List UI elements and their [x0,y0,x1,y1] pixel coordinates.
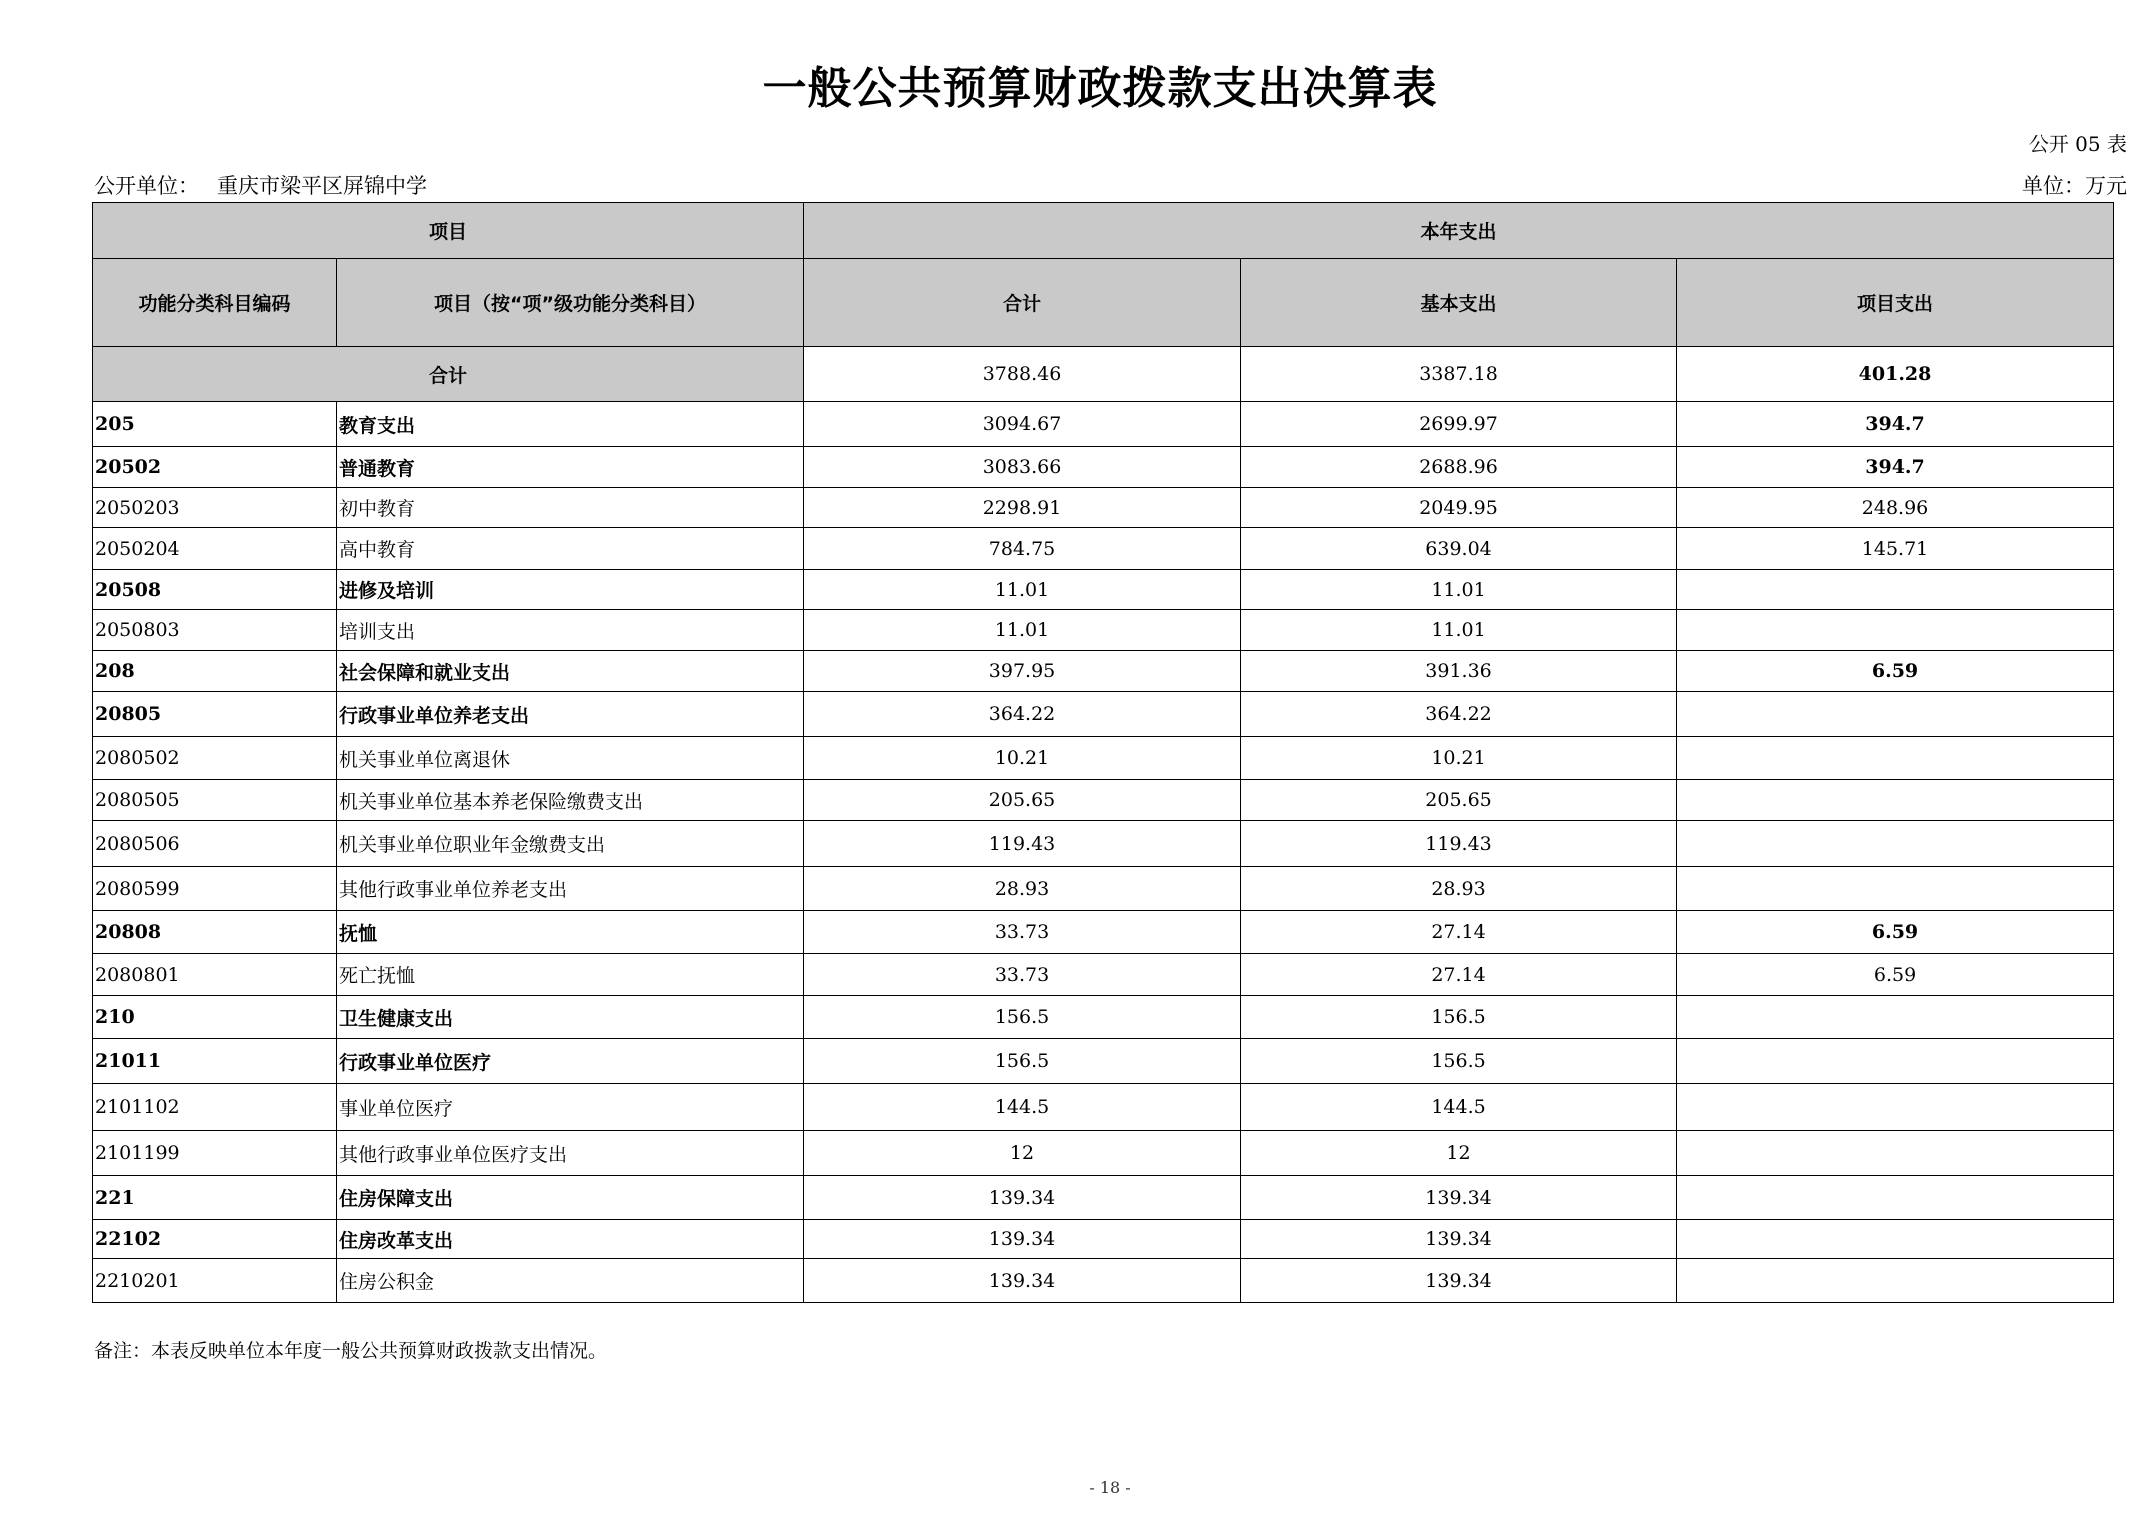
total-label: 合计 [93,347,804,402]
header-item: 项目（按“项”级功能分类科目） [337,259,804,347]
code-cell: 205 [93,402,337,447]
total-cell: 139.34 [804,1220,1241,1259]
total-cell: 139.34 [804,1259,1241,1303]
total-cell: 205.65 [804,780,1241,821]
table-row [93,447,2114,488]
total-row [93,347,2114,402]
basic-cell: 27.14 [1241,954,1677,996]
basic-cell: 156.5 [1241,1039,1677,1084]
code-cell: 2210201 [93,1259,337,1303]
item-name-cell: 初中教育 [337,488,804,528]
code-cell: 2101199 [93,1131,337,1176]
project-cell [1677,780,2114,821]
project-cell: 394.7 [1677,402,2114,447]
item-name-cell: 机关事业单位基本养老保险缴费支出 [337,780,804,821]
total-sum: 3788.46 [804,347,1241,402]
item-name-cell: 行政事业单位医疗 [337,1039,804,1084]
total-cell: 156.5 [804,996,1241,1039]
project-cell [1677,1084,2114,1131]
project-cell: 394.7 [1677,447,2114,488]
code-cell: 221 [93,1176,337,1220]
basic-cell: 27.14 [1241,911,1677,954]
code-cell: 20502 [93,447,337,488]
project-cell: 248.96 [1677,488,2114,528]
table-row [93,570,2114,610]
item-name-cell: 社会保障和就业支出 [337,651,804,692]
code-cell: 2080506 [93,821,337,867]
item-name-cell: 住房改革支出 [337,1220,804,1259]
org-label: 公开单位： [94,174,199,198]
total-cell: 11.01 [804,610,1241,651]
item-name-cell: 行政事业单位养老支出 [337,692,804,737]
project-cell [1677,570,2114,610]
basic-cell: 391.36 [1241,651,1677,692]
total-cell: 139.34 [804,1176,1241,1220]
project-cell [1677,1131,2114,1176]
footnote: 备注：本表反映单位本年度一般公共预算财政拨款支出情况。 [94,1340,608,1362]
item-name-cell: 其他行政事业单位养老支出 [337,867,804,911]
page-title: 一般公共预算财政拨款支出决算表 [762,63,1438,114]
org-info [94,170,427,200]
form-number: 公开 05 表 [2028,132,2127,156]
project-cell [1677,692,2114,737]
item-name-cell: 进修及培训 [337,570,804,610]
item-name-cell: 住房保障支出 [337,1176,804,1220]
table-row [93,528,2114,570]
total-cell: 12 [804,1131,1241,1176]
basic-cell: 205.65 [1241,780,1677,821]
item-name-cell: 机关事业单位职业年金缴费支出 [337,821,804,867]
project-cell [1677,867,2114,911]
code-cell: 20805 [93,692,337,737]
project-cell [1677,1259,2114,1303]
item-name-cell: 机关事业单位离退休 [337,737,804,780]
code-cell: 21011 [93,1039,337,1084]
code-cell: 2101102 [93,1084,337,1131]
item-name-cell: 其他行政事业单位医疗支出 [337,1131,804,1176]
table-row [93,911,2114,954]
header-project-expense: 项目支出 [1677,259,2114,347]
basic-cell: 12 [1241,1131,1677,1176]
total-project: 401.28 [1677,347,2114,402]
basic-cell: 156.5 [1241,996,1677,1039]
basic-cell: 28.93 [1241,867,1677,911]
code-cell: 2050203 [93,488,337,528]
total-cell: 397.95 [804,651,1241,692]
project-cell [1677,996,2114,1039]
expense-table [92,202,2114,1303]
total-cell: 10.21 [804,737,1241,780]
item-name-cell: 抚恤 [337,911,804,954]
table-row [93,402,2114,447]
basic-cell: 2688.96 [1241,447,1677,488]
total-cell: 28.93 [804,867,1241,911]
table-row [93,1220,2114,1259]
item-name-cell: 死亡抚恤 [337,954,804,996]
project-cell [1677,1176,2114,1220]
project-cell [1677,737,2114,780]
basic-cell: 139.34 [1241,1259,1677,1303]
basic-cell: 2049.95 [1241,488,1677,528]
code-cell: 2080801 [93,954,337,996]
expense-table-wrapper [92,202,2114,1303]
project-cell: 145.71 [1677,528,2114,570]
table-row [93,692,2114,737]
header-current-year-expense: 本年支出 [804,203,2114,259]
basic-cell: 139.34 [1241,1220,1677,1259]
item-name-cell: 培训支出 [337,610,804,651]
basic-cell: 639.04 [1241,528,1677,570]
code-cell: 2050204 [93,528,337,570]
code-cell: 2080599 [93,867,337,911]
total-cell: 2298.91 [804,488,1241,528]
table-row [93,610,2114,651]
total-cell: 144.5 [804,1084,1241,1131]
table-row [93,1039,2114,1084]
item-name-cell: 普通教育 [337,447,804,488]
project-cell [1677,610,2114,651]
item-name-cell: 事业单位医疗 [337,1084,804,1131]
code-cell: 2080502 [93,737,337,780]
item-name-cell: 教育支出 [337,402,804,447]
total-cell: 784.75 [804,528,1241,570]
project-cell [1677,821,2114,867]
table-row [93,737,2114,780]
code-cell: 20508 [93,570,337,610]
basic-cell: 10.21 [1241,737,1677,780]
header-project: 项目 [93,203,804,259]
table-row [93,954,2114,996]
total-cell: 364.22 [804,692,1241,737]
table-row [93,1131,2114,1176]
header-code: 功能分类科目编码 [93,259,337,347]
basic-cell: 144.5 [1241,1084,1677,1131]
table-row [93,1259,2114,1303]
unit-info-row [94,170,2127,198]
header-row-1 [93,203,2114,259]
header-total: 合计 [804,259,1241,347]
table-row [93,780,2114,821]
basic-cell: 119.43 [1241,821,1677,867]
org-name: 重庆市梁平区屏锦中学 [217,174,427,198]
basic-cell: 364.22 [1241,692,1677,737]
table-row [93,1176,2114,1220]
total-cell: 3083.66 [804,447,1241,488]
total-cell: 33.73 [804,954,1241,996]
page-number: - 18 - [1089,1478,1131,1497]
header-basic: 基本支出 [1241,259,1677,347]
total-cell: 33.73 [804,911,1241,954]
project-cell: 6.59 [1677,651,2114,692]
table-row [93,867,2114,911]
code-cell: 22102 [93,1220,337,1259]
total-cell: 3094.67 [804,402,1241,447]
item-name-cell: 高中教育 [337,528,804,570]
table-row [93,488,2114,528]
code-cell: 210 [93,996,337,1039]
basic-cell: 2699.97 [1241,402,1677,447]
basic-cell: 139.34 [1241,1176,1677,1220]
project-cell: 6.59 [1677,911,2114,954]
total-cell: 119.43 [804,821,1241,867]
total-basic: 3387.18 [1241,347,1677,402]
code-cell: 2050803 [93,610,337,651]
total-cell: 11.01 [804,570,1241,610]
project-cell: 6.59 [1677,954,2114,996]
header-row-2 [93,259,2114,347]
total-cell: 156.5 [804,1039,1241,1084]
project-cell [1677,1039,2114,1084]
currency-unit: 单位：万元 [2022,174,2127,198]
code-cell: 2080505 [93,780,337,821]
code-cell: 208 [93,651,337,692]
table-row [93,821,2114,867]
basic-cell: 11.01 [1241,610,1677,651]
table-row [93,651,2114,692]
table-row [93,996,2114,1039]
item-name-cell: 住房公积金 [337,1259,804,1303]
basic-cell: 11.01 [1241,570,1677,610]
item-name-cell: 卫生健康支出 [337,996,804,1039]
project-cell [1677,1220,2114,1259]
code-cell: 20808 [93,911,337,954]
table-row [93,1084,2114,1131]
